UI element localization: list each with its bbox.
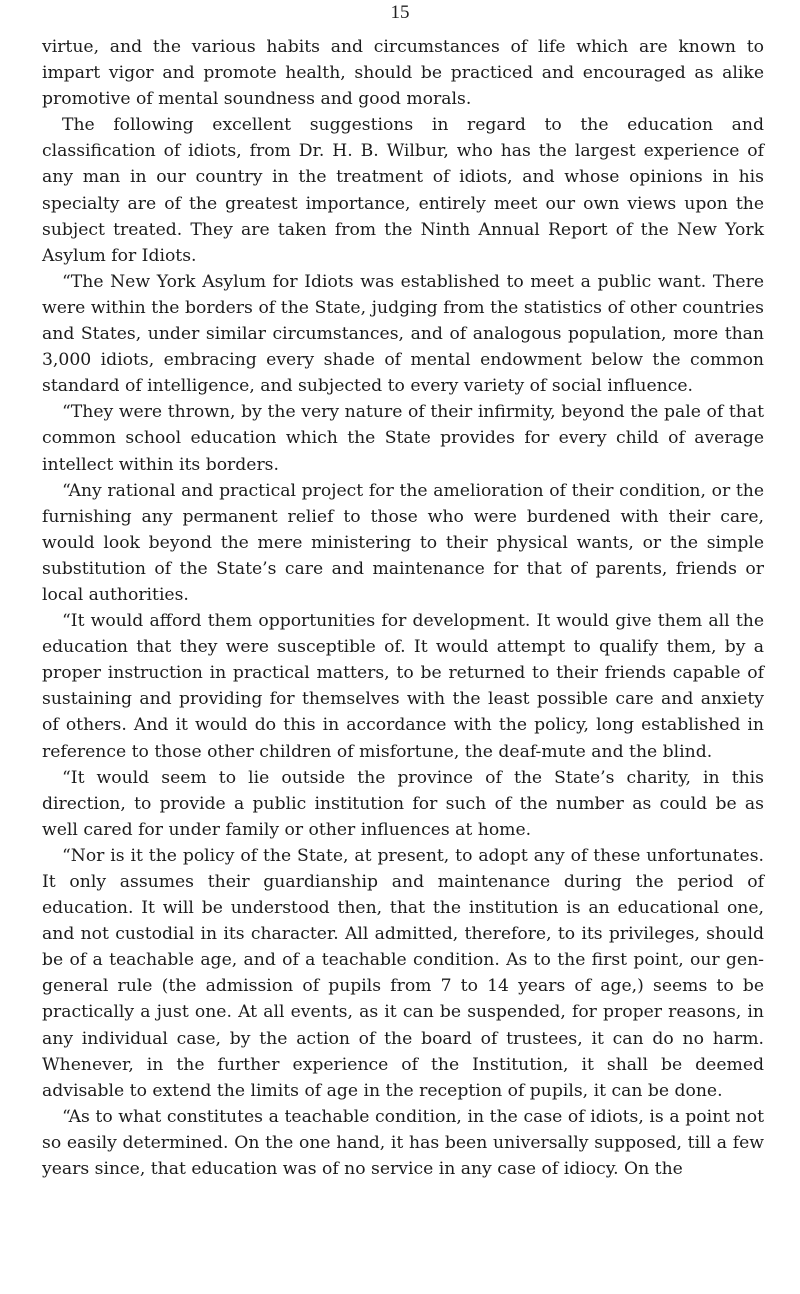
- paragraph: The following excellent suggestions in regard to the education and classification of idiots, from Dr. H. B. Wilbur, who has the largest experience of any man in our country in the treatment of idiots, and whose opinions in his specialty are of the greatest importance, entirely meet our own views upon the subject treated. They are taken from the Ninth Annual Report of the New York Asylum for Idiots.: [42, 115, 764, 266]
- paragraph: “It would afford them opportunities for development. It would give them all the education that they were susceptible of. It would attempt to qualify them, by a proper instruction in practical matters, to be returned to their friends capable of sustaining and providing for themselves with the least possible care and anxiety of others. And it would do this in accordance with the policy, long established in reference to those other children of misfortune, the deaf-mute and the blind.: [42, 611, 764, 762]
- paragraph: virtue, and the various habits and circumstances of life which are known to impart vigor and promote health, should be practiced and encouraged as alike promotive of mental soundness and good morals.: [42, 37, 764, 110]
- page-number: 15: [390, 2, 410, 23]
- paragraph: “They were thrown, by the very nature of their infirmity, beyond the pale of that common school education which the State provides for every child of average intellect within its borders.: [42, 402, 764, 475]
- paragraph: “As to what constitutes a teachable condition, in the case of idiots, is a point not so easily determined. On the one hand, it has been universally supposed, till a few years since, that education was of no service in any case of idiocy. On the: [42, 1106, 764, 1180]
- paragraph: “The New York Asylum for Idiots was established to meet a public want. There were within the borders of the State, judging from the statistics of other countries and States, under similar circumstances, and of analogous population, more than 3,000 idiots, embracing every shade of mental endowment below the common standard of intelligence, and subjected to every variety of social influence.: [42, 271, 764, 397]
- page-text: [42, 34, 764, 1182]
- paragraph: “It would seem to lie outside the province of the State’s charity, in this direction, to provide a public institution for such of the number as could be as well cared for under family or other influences at home.: [42, 767, 764, 840]
- paragraph: “Any rational and practical project for the amelioration of their condition, or the furnishing any permanent relief to those who were burdened with their care, would look beyond the mere ministering to their physical wants, or the simple substitution of the State’s care and maintenance for that of parents, friends or local authorities.: [42, 480, 764, 605]
- paragraph: “Nor is it the policy of the State, at present, to adopt any of these unfortunates. It only assumes their guardianship and maintenance during the period of education. It will be understood then, that the institution is an educational one, and not custodial in its character. All admitted, therefore, to its privileges, should be of a teachable age, and of a teachable condition. As to the first point, our gen-general rule (the admission of pupils from 7 to 14 years of age,) seems to be practically a just one. At all events, as it can be suspended, for proper reasons, in any individual case, by the action of the board of trustees, it can do no harm. Whenever, in the further experience of the Institution, it shall be deemed advisable to extend the limits of age in the reception of pupils, it can be done.: [42, 845, 764, 1101]
